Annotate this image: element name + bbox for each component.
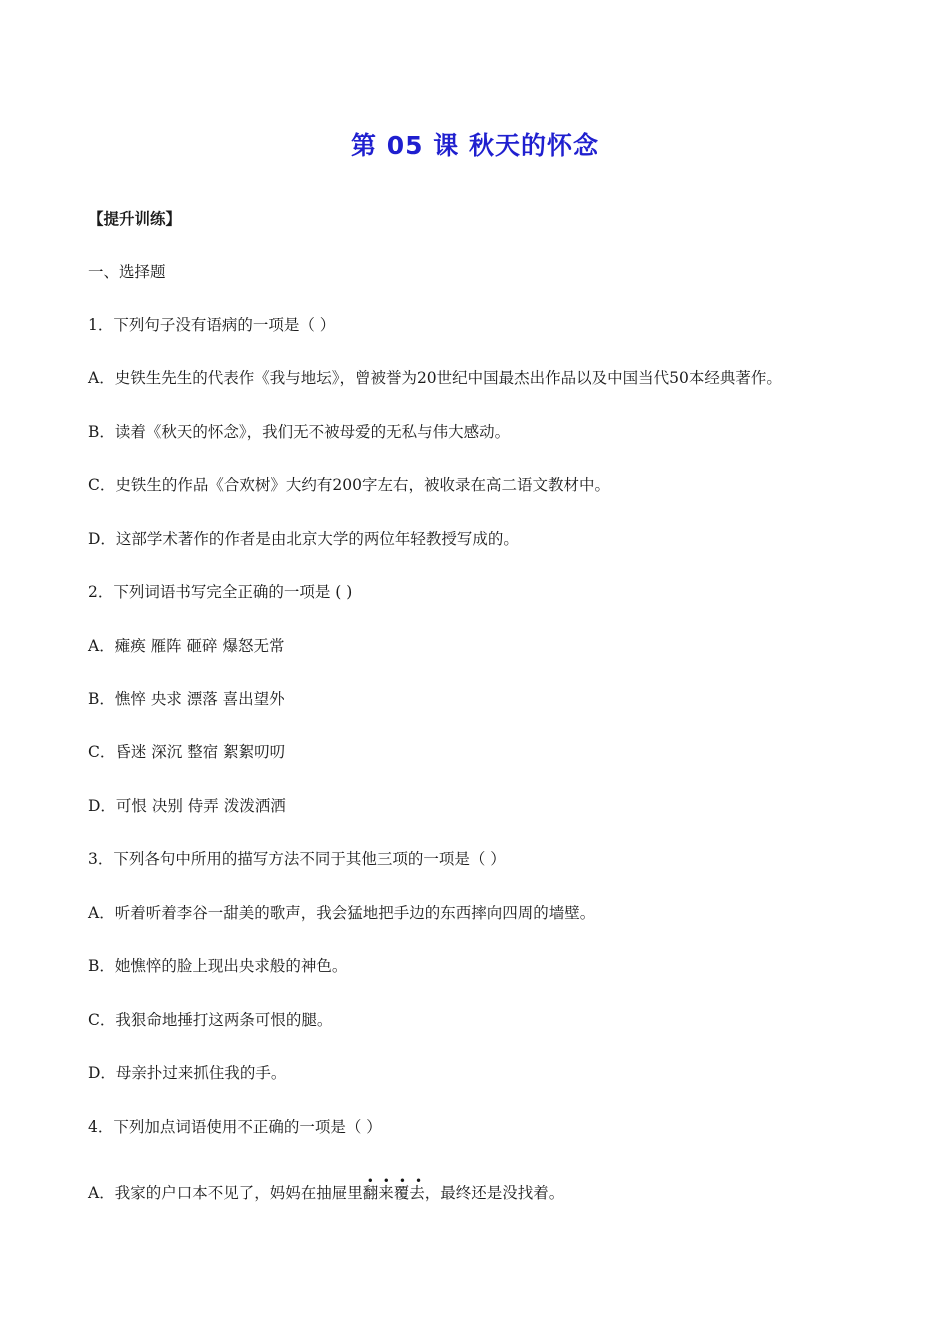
part-heading: 一、选择题 xyxy=(88,263,166,281)
emphasized-phrase-text: 翻来覆去 xyxy=(362,1184,425,1202)
question-3-stem: 3．下列各句中所用的描写方法不同于其他三项的一项是（ ） xyxy=(88,850,506,868)
emphasis-dots: •••• xyxy=(366,1174,432,1188)
question-3-option-c: C．我狠命地捶打这两条可恨的腿。 xyxy=(88,1011,333,1029)
option-text-before: A．我家的户口本不见了，妈妈在抽屉里 xyxy=(88,1184,363,1202)
question-1-option-d: D．这部学术著作的作者是由北京大学的两位年轻教授写成的。 xyxy=(88,530,519,548)
question-2-stem: 2．下列词语书写完全正确的一项是 ( ) xyxy=(88,583,353,601)
question-3-option-d: D．母亲扑过来抓住我的手。 xyxy=(88,1064,287,1082)
emphasized-phrase xyxy=(362,1174,432,1203)
section-heading: 【提升训练】 xyxy=(88,210,182,228)
question-1-stem: 1．下列句子没有语病的一项是（ ） xyxy=(88,316,336,334)
option-text-after: ，最终还是没找着。 xyxy=(424,1184,565,1202)
question-2-option-d: D．可恨 决别 侍弄 泼泼洒洒 xyxy=(88,797,286,815)
question-1-option-a: A．史铁生先生的代表作《我与地坛》，曾被誉为20世纪中国最杰出作品以及中国当代50本经典著作。 xyxy=(88,369,782,387)
page-title: 第 05 课 秋天的怀念 xyxy=(351,131,599,160)
question-2-option-a: A．瘫痪 雁阵 砸碎 爆怒无常 xyxy=(88,637,285,655)
question-1-option-b: B．读着《秋天的怀念》，我们无不被母爱的无私与伟大感动。 xyxy=(88,423,511,441)
question-2-option-c: C．昏迷 深沉 整宿 絮絮叨叨 xyxy=(88,743,286,761)
question-4-stem: 4．下列加点词语使用不正确的一项是（ ） xyxy=(88,1118,382,1136)
question-3-option-b: B．她憔悴的脸上现出央求般的神色。 xyxy=(88,957,348,975)
question-1-option-c: C．史铁生的作品《合欢树》大约有200字左右，被收录在高二语文教材中。 xyxy=(88,476,610,494)
question-4-option-a xyxy=(88,1174,565,1203)
question-2-option-b: B．憔悴 央求 漂落 喜出望外 xyxy=(88,690,285,708)
question-3-option-a: A．听着听着李谷一甜美的歌声，我会猛地把手边的东西摔向四周的墙壁。 xyxy=(88,904,596,922)
